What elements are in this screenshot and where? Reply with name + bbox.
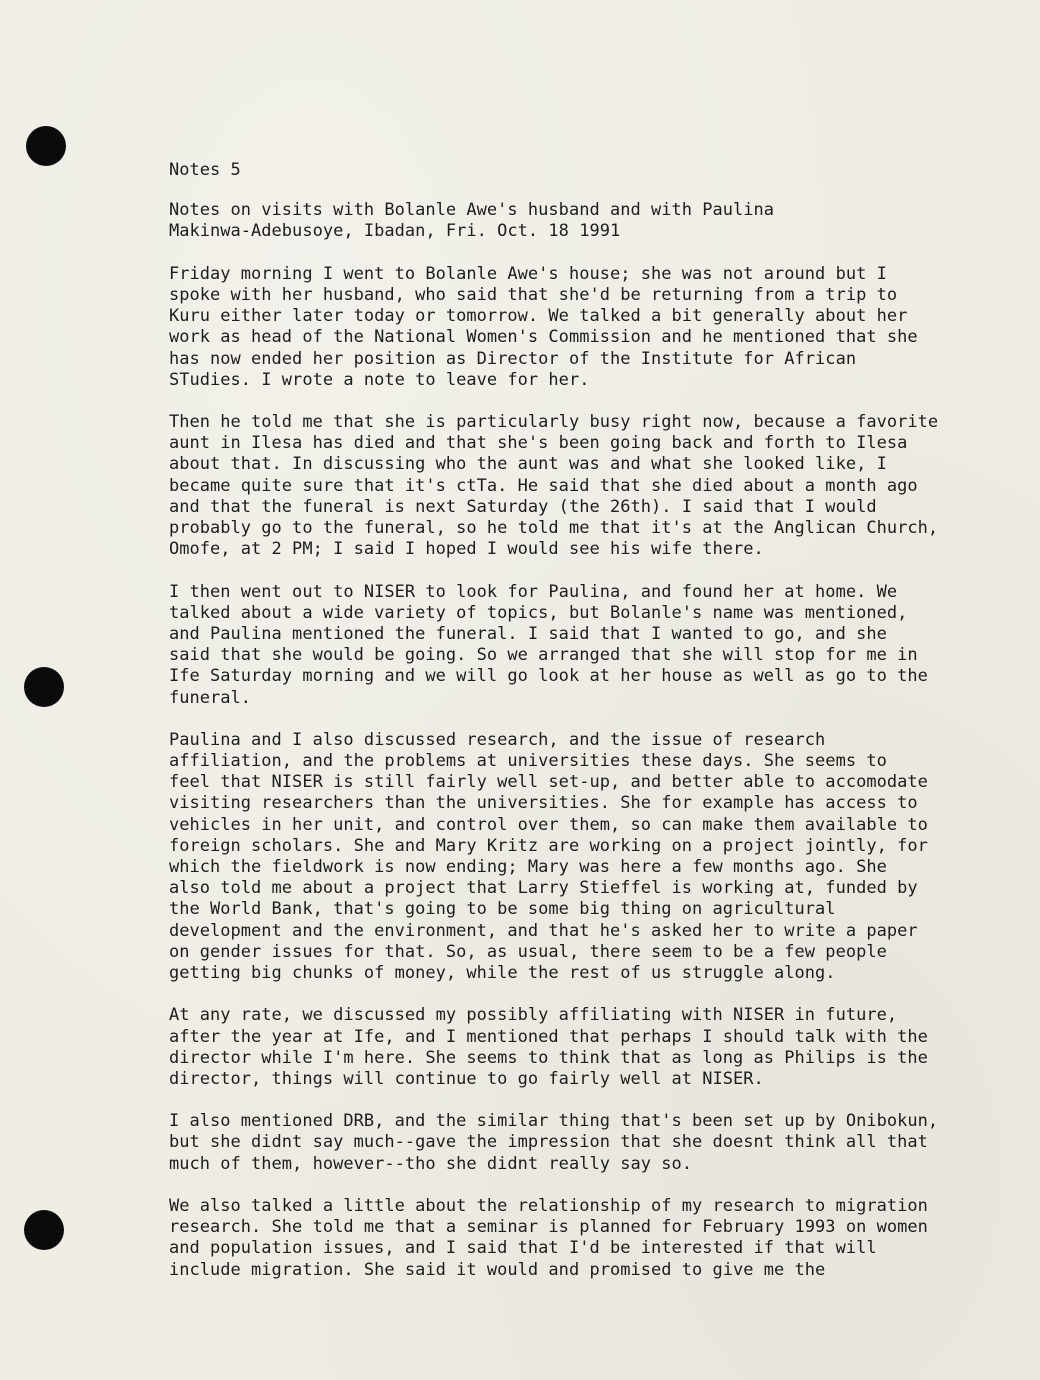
text-line: spoke with her husband, who said that she'd be returning from a trip to [169, 284, 898, 305]
text-line: Kuru either later today or tomorrow. We talked a bit generally about her [169, 306, 908, 327]
spacer [169, 984, 969, 1005]
text-line: getting big chunks of money, while the rest of us struggle along. [169, 962, 836, 983]
text-line: and population issues, and I said that I'd be interested if that will [169, 1238, 877, 1259]
text-line: aunt in Ilesa has died and that she's been going back and forth to Ilesa [169, 433, 908, 454]
title-line: Notes on visits with Bolanle Awe's husband and with Paulina [169, 200, 775, 221]
paragraph-2 [169, 412, 969, 560]
text-line: Ife Saturday morning and we will go look at her house as well as go to the [169, 666, 928, 687]
binder-hole-bottom [24, 1210, 64, 1250]
text-line: work as head of the National Women's Commission and he mentioned that she [169, 327, 918, 348]
text-line: and that the funeral is next Saturday (the 26th). I said that I would [169, 496, 877, 517]
text-line: Friday morning I went to Bolanle Awe's house; she was not around but I [169, 263, 887, 284]
text-line: affiliation, and the problems at universities these days. She seems to [169, 751, 887, 772]
notes-heading: Notes 5 [169, 160, 241, 180]
text-line: Paulina and I also discussed research, and the issue of research [169, 729, 826, 750]
text-line: but she didnt say much--gave the impression that she doesnt think all that [169, 1132, 928, 1153]
text-line: said that she would be going. So we arranged that she will stop for me in [169, 645, 918, 666]
binder-hole-top [26, 126, 66, 166]
text-line: I also mentioned DRB, and the similar thing that's been set up by Onibokun, [169, 1111, 939, 1132]
text-line: We also talked a little about the relationship of my research to migration [169, 1196, 928, 1216]
notes-title [169, 200, 969, 242]
paragraph-3 [169, 582, 969, 709]
typed-notes [169, 160, 969, 1281]
spacer [169, 181, 969, 200]
text-line: about that. In discussing who the aunt was and what she looked like, I [169, 454, 887, 475]
text-line: development and the environment, and that he's asked her to write a paper [169, 920, 918, 941]
paragraph-7 [169, 1196, 969, 1281]
spacer [169, 709, 969, 730]
title-line: Makinwa-Adebusoye, Ibadan, Fri. Oct. 18 1991 [169, 221, 621, 242]
paragraph-6 [169, 1111, 969, 1175]
binder-hole-middle [24, 667, 64, 707]
text-line: on gender issues for that. So, as usual, there seem to be a few people [169, 941, 887, 962]
text-line: include migration. She said it would and promised to give me the [169, 1259, 826, 1280]
text-line: Omofe, at 2 PM; I said I hoped I would see his wife there. [169, 539, 764, 560]
text-line: feel that NISER is still fairly well set-up, and better able to accomodate [169, 772, 928, 793]
text-line: vehicles in her unit, and control over them, so can make them available to [169, 814, 928, 835]
text-line: At any rate, we discussed my possibly affiliating with NISER in future, [169, 1005, 898, 1026]
text-line: foreign scholars. She and Mary Kritz are working on a project jointly, for [169, 835, 928, 856]
text-line: visiting researchers than the universities. She for example has access to [169, 793, 918, 814]
text-line: director, things will continue to go fairly well at NISER. [169, 1068, 764, 1089]
text-line: funeral. [169, 687, 252, 708]
text-line: after the year at Ife, and I mentioned that perhaps I should talk with the [169, 1026, 928, 1047]
text-line: research. She told me that a seminar is planned for February 1993 on women [169, 1217, 928, 1238]
spacer [169, 1090, 969, 1111]
spacer [169, 243, 969, 264]
text-line: became quite sure that it's ctTa. He said that she died about a month ago [169, 475, 918, 496]
paragraph-5 [169, 1005, 969, 1090]
text-line: I then went out to NISER to look for Paulina, and found her at home. We [169, 581, 898, 602]
text-line: STudies. I wrote a note to leave for her. [169, 369, 590, 390]
paragraph-1 [169, 264, 969, 391]
text-line: the World Bank, that's going to be some big thing on agricultural [169, 899, 836, 920]
text-line: which the fieldwork is now ending; Mary was here a few months ago. She [169, 857, 887, 877]
text-line: director while I'm here. She seems to think that as long as Philips is the [169, 1047, 928, 1068]
text-line: probably go to the funeral, so he told me that it's at the Anglican Church, [169, 518, 939, 538]
spacer [169, 560, 969, 581]
spacer [169, 1175, 969, 1196]
spacer [169, 391, 969, 412]
text-line: talked about a wide variety of topics, but Bolanle's name was mentioned, [169, 602, 908, 623]
text-line: and Paulina mentioned the funeral. I said that I wanted to go, and she [169, 623, 887, 644]
text-line: has now ended her position as Director of the Institute for African [169, 348, 857, 369]
paragraph-4 [169, 730, 969, 984]
text-line: also told me about a project that Larry Stieffel is working at, funded by [169, 878, 918, 899]
text-line: Then he told me that she is particularly busy right now, because a favorite [169, 412, 939, 433]
text-line: much of them, however--tho she didnt really say so. [169, 1153, 692, 1174]
